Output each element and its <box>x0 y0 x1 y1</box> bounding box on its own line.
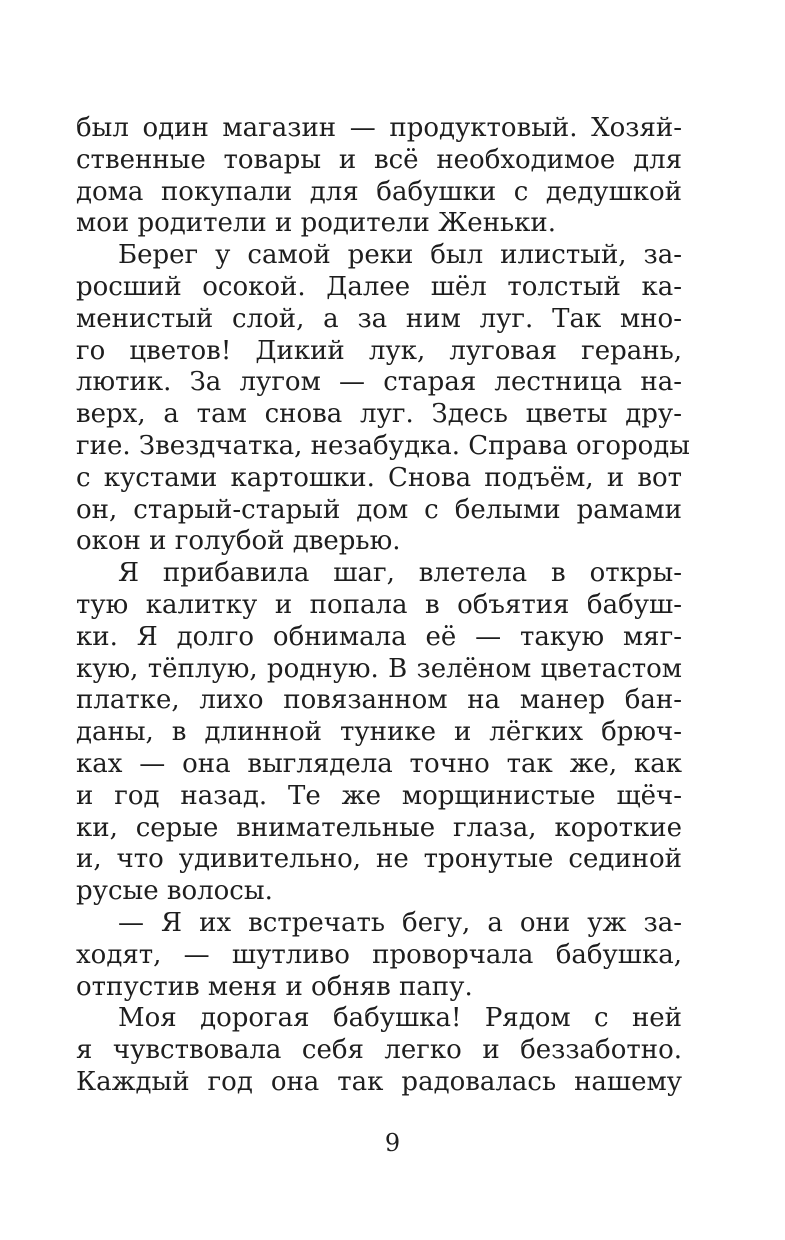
text-line: верх, а там снова луг. Здесь цветы дру- <box>76 399 682 430</box>
text-line: и год назад. Те же морщинистые щёч- <box>76 780 682 811</box>
text-line: Я прибавила шаг, влетела в откры- <box>118 558 682 589</box>
text-line: гие. Звездчатка, незабудка. Справа огороды <box>76 430 690 461</box>
text-line: платке, лихо повязанном на манер бан- <box>76 685 682 716</box>
text-line: росший осокой. Далее шёл толстый ка- <box>76 271 682 302</box>
text-line: ках — она выглядела точно так же, как <box>76 748 682 779</box>
body-text <box>76 113 690 1099</box>
text-line: ки, серые внимательные глаза, короткие <box>76 812 682 843</box>
text-line: Каждый год она так радовалась нашему <box>76 1066 682 1097</box>
text-line: он, старый-старый дом с белыми рамами <box>76 494 682 525</box>
text-line: тую калитку и попала в объятия бабуш- <box>76 589 682 620</box>
page-number: 9 <box>384 1129 401 1157</box>
text-line: даны, в длинной тунике и лёгких брюч- <box>76 717 682 748</box>
text-line: русые волосы. <box>76 876 273 907</box>
text-line: кую, тёплую, родную. В зелёном цветастом <box>76 653 682 684</box>
text-line: ственные товары и всё необходимое для <box>76 144 682 175</box>
text-line: — Я их встречать бегу, а они уж за- <box>118 907 682 938</box>
text-line: я чувствовала себя легко и беззаботно. <box>76 1035 682 1066</box>
text-line: с кустами картошки. Снова подъём, и вот <box>76 462 682 493</box>
text-line: ходят, — шутливо проворчала бабушка, <box>76 939 682 970</box>
text-line: мои родители и родители Женьки. <box>76 208 557 239</box>
text-line: был один магазин — продуктовый. Хозяй- <box>76 113 682 143</box>
text-line: и, что удивительно, не тронутые сединой <box>76 844 682 875</box>
text-line: ки. Я долго обнимала её — такую мяг- <box>76 621 682 652</box>
text-line: окон и голубой дверью. <box>76 526 401 557</box>
text-line: лютик. За лугом — старая лестница на- <box>76 367 682 398</box>
text-line: Моя дорогая бабушка! Рядом с ней <box>118 1003 682 1034</box>
text-line: го цветов! Дикий лук, луговая герань, <box>76 335 682 366</box>
text-line: Берег у самой реки был илистый, за- <box>118 240 682 271</box>
text-line: отпустив меня и обняв папу. <box>76 971 473 1002</box>
text-line: менистый слой, а за ним луг. Так мно- <box>76 303 682 334</box>
text-line: дома покупали для бабушки с дедушкой <box>76 176 682 207</box>
